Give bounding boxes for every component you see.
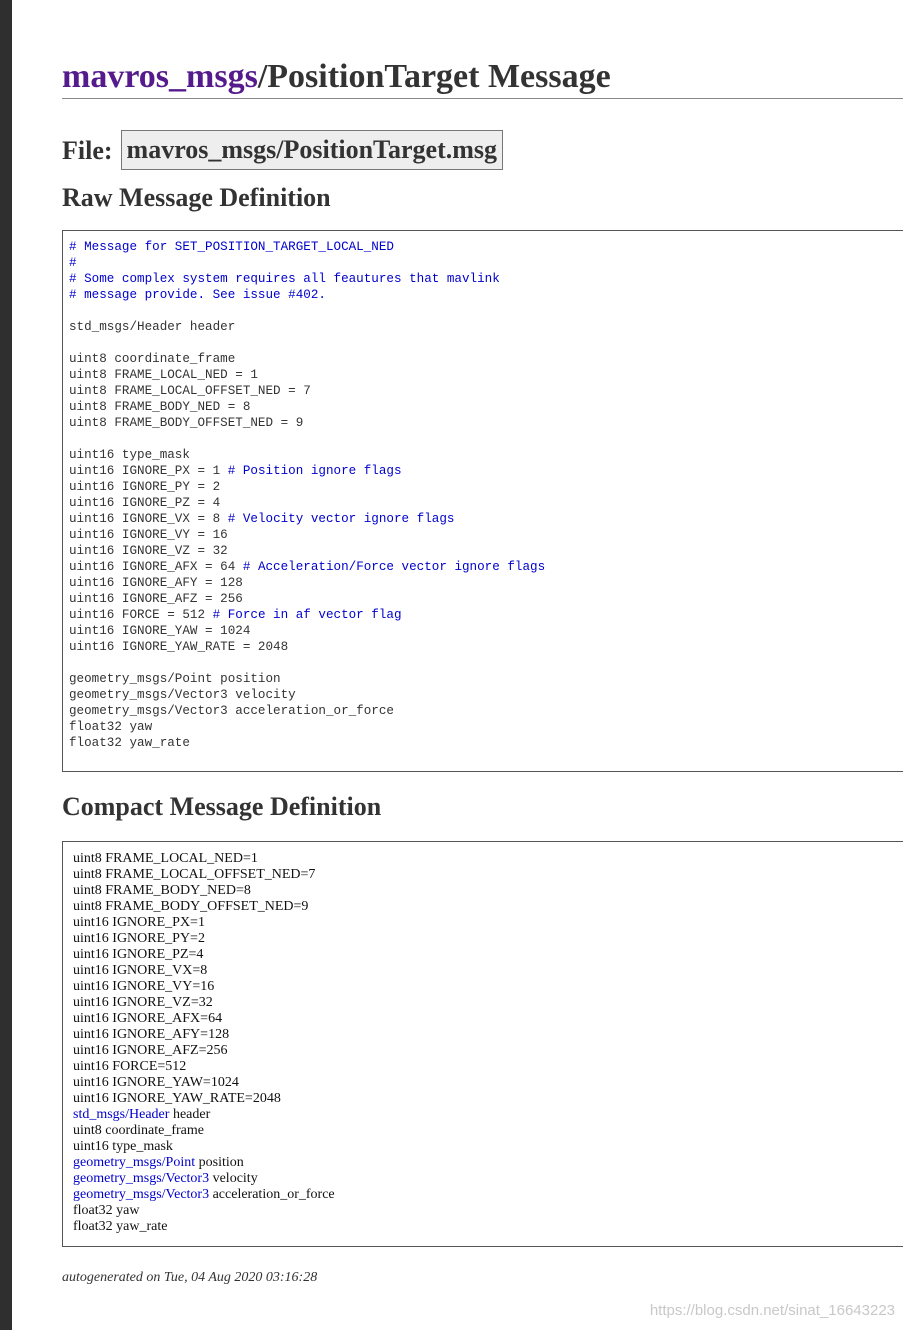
compact-line <box>73 1139 901 1155</box>
raw-line-comment: # Some complex system requires all feautures that mavlink <box>69 272 500 286</box>
raw-line-code: uint8 FRAME_BODY_OFFSET_NED = 9 <box>69 416 304 430</box>
raw-line <box>69 592 243 606</box>
compact-line-text: uint8 FRAME_LOCAL_OFFSET_NED=7 <box>73 867 316 882</box>
raw-line-code: uint16 IGNORE_AFY = 128 <box>69 576 243 590</box>
raw-line <box>69 560 545 574</box>
compact-line <box>73 867 901 883</box>
raw-line <box>69 640 288 654</box>
raw-line-code: uint16 IGNORE_PZ = 4 <box>69 496 221 510</box>
compact-line <box>73 1011 901 1027</box>
raw-line-code: uint8 FRAME_LOCAL_NED = 1 <box>69 368 258 382</box>
compact-line-text: uint16 IGNORE_YAW=1024 <box>73 1075 239 1090</box>
raw-line <box>69 720 152 734</box>
compact-line <box>73 963 901 979</box>
raw-line <box>69 272 500 286</box>
compact-line-text: uint8 FRAME_BODY_OFFSET_NED=9 <box>73 899 309 914</box>
compact-line-text: uint8 FRAME_LOCAL_NED=1 <box>73 851 258 866</box>
page-title <box>62 56 903 99</box>
compact-line-text: uint16 IGNORE_PZ=4 <box>73 947 204 962</box>
left-edge-bar <box>0 0 12 1330</box>
raw-line-code: uint16 IGNORE_VY = 16 <box>69 528 228 542</box>
compact-line <box>73 899 901 915</box>
raw-line-code: uint16 IGNORE_PX = 1 <box>69 464 228 478</box>
raw-line <box>69 496 220 510</box>
raw-line-comment: # message provide. See issue #402. <box>69 288 326 302</box>
file-name-box: mavros_msgs/PositionTarget.msg <box>121 130 504 170</box>
raw-definition-heading: Raw Message Definition <box>62 183 331 212</box>
raw-line <box>69 448 190 462</box>
compact-definition-box <box>62 841 903 1247</box>
raw-line <box>69 400 250 414</box>
compact-type-link[interactable]: std_msgs/Header <box>73 1107 170 1122</box>
compact-line-text: uint16 IGNORE_AFZ=256 <box>73 1043 228 1058</box>
raw-line-code: uint16 IGNORE_VZ = 32 <box>69 544 228 558</box>
compact-line <box>73 1107 901 1123</box>
compact-type-link[interactable]: geometry_msgs/Point <box>73 1155 196 1170</box>
raw-line-code: geometry_msgs/Vector3 velocity <box>69 688 296 702</box>
autogenerated-footer: autogenerated on Tue, 04 Aug 2020 03:16:28 <box>62 1270 318 1285</box>
compact-line <box>73 1171 901 1187</box>
package-link[interactable]: mavros_msgs <box>62 58 258 95</box>
compact-line <box>73 883 901 899</box>
raw-line-comment: # Acceleration/Force vector ignore flags <box>242 560 546 574</box>
compact-definition-heading: Compact Message Definition <box>62 792 382 821</box>
compact-line-text: uint16 IGNORE_PY=2 <box>73 931 205 946</box>
compact-line-text: float32 yaw <box>73 1203 140 1218</box>
raw-line <box>69 320 235 334</box>
compact-line <box>73 1027 901 1043</box>
raw-line <box>69 576 243 590</box>
raw-line <box>69 688 296 702</box>
raw-line-code: uint16 FORCE = 512 <box>69 608 213 622</box>
compact-line-text: header <box>169 1107 211 1122</box>
compact-line-text: float32 yaw_rate <box>73 1219 168 1234</box>
raw-line-code: uint16 IGNORE_AFX = 64 <box>69 560 243 574</box>
compact-line <box>73 1203 901 1219</box>
raw-line <box>69 416 303 430</box>
raw-definition-box <box>62 230 903 772</box>
raw-line-code: uint8 FRAME_LOCAL_OFFSET_NED = 7 <box>69 384 311 398</box>
raw-line-code: geometry_msgs/Vector3 acceleration_or_force <box>69 704 394 718</box>
raw-line <box>69 704 394 718</box>
compact-line-text: acceleration_or_force <box>209 1187 335 1202</box>
compact-line <box>73 1123 901 1139</box>
raw-line-comment: # Velocity vector ignore flags <box>227 512 455 526</box>
file-row <box>62 130 503 172</box>
raw-line-code: uint8 FRAME_BODY_NED = 8 <box>69 400 251 414</box>
compact-line <box>73 1187 901 1203</box>
compact-line-text: uint16 IGNORE_PX=1 <box>73 915 205 930</box>
raw-line-code: uint16 IGNORE_PY = 2 <box>69 480 221 494</box>
raw-line-code: std_msgs/Header header <box>69 320 236 334</box>
raw-line <box>69 672 281 686</box>
compact-line <box>73 979 901 995</box>
raw-line <box>69 352 235 366</box>
compact-line-text: uint16 IGNORE_VY=16 <box>73 979 215 994</box>
raw-definition-code <box>69 239 903 751</box>
raw-line <box>69 608 402 622</box>
raw-line <box>69 384 311 398</box>
compact-line-text: uint16 IGNORE_VX=8 <box>73 963 208 978</box>
raw-line <box>69 256 77 270</box>
raw-line <box>69 736 190 750</box>
raw-line <box>69 480 220 494</box>
raw-line-code: uint16 type_mask <box>69 448 190 462</box>
raw-line-code: uint16 IGNORE_YAW_RATE = 2048 <box>69 640 289 654</box>
raw-line-code: uint16 IGNORE_AFZ = 256 <box>69 592 243 606</box>
raw-line <box>69 544 228 558</box>
raw-line-comment: # Message for SET_POSITION_TARGET_LOCAL_NED <box>69 240 394 254</box>
raw-line <box>69 464 402 478</box>
compact-line-text: position <box>195 1155 244 1170</box>
compact-type-link[interactable]: geometry_msgs/Vector3 <box>73 1187 210 1202</box>
compact-line <box>73 851 901 867</box>
compact-line-text: uint8 coordinate_frame <box>73 1123 205 1138</box>
raw-line <box>69 368 258 382</box>
compact-line-text: uint16 IGNORE_VZ=32 <box>73 995 213 1010</box>
raw-line-code: geometry_msgs/Point position <box>69 672 281 686</box>
raw-line-code: uint16 IGNORE_VX = 8 <box>69 512 228 526</box>
raw-line-comment: # Force in af vector flag <box>212 608 402 622</box>
compact-line <box>73 1091 901 1107</box>
compact-line-text: uint8 FRAME_BODY_NED=8 <box>73 883 251 898</box>
compact-line-text: velocity <box>209 1171 258 1186</box>
compact-line-text: uint16 IGNORE_AFX=64 <box>73 1011 223 1026</box>
page-title-rest: /PositionTarget Message <box>257 58 611 95</box>
compact-line <box>73 995 901 1011</box>
compact-line <box>73 915 901 931</box>
file-label: File: <box>62 136 113 165</box>
raw-line <box>69 512 454 526</box>
compact-line-text: uint16 IGNORE_AFY=128 <box>73 1027 230 1042</box>
compact-line-text: uint16 type_mask <box>73 1139 173 1154</box>
raw-line-code: uint16 IGNORE_YAW = 1024 <box>69 624 251 638</box>
compact-line <box>73 1059 901 1075</box>
raw-line <box>69 624 250 638</box>
raw-line-code: uint8 coordinate_frame <box>69 352 236 366</box>
compact-line <box>73 947 901 963</box>
compact-line <box>73 931 901 947</box>
compact-line <box>73 1043 901 1059</box>
raw-line-comment: # Position ignore flags <box>227 464 402 478</box>
compact-line-text: uint16 IGNORE_YAW_RATE=2048 <box>73 1091 281 1106</box>
raw-line <box>69 528 228 542</box>
compact-line-text: uint16 FORCE=512 <box>73 1059 187 1074</box>
watermark: https://blog.csdn.net/sinat_16643223 <box>649 1302 895 1319</box>
raw-line <box>69 288 326 302</box>
compact-line <box>73 1155 901 1171</box>
compact-line <box>73 1219 901 1235</box>
compact-type-link[interactable]: geometry_msgs/Vector3 <box>73 1171 210 1186</box>
raw-line-code: float32 yaw_rate <box>69 736 190 750</box>
raw-line <box>69 240 394 254</box>
compact-line <box>73 1075 901 1091</box>
raw-line-comment: # <box>69 256 77 270</box>
raw-line-code: float32 yaw <box>69 720 153 734</box>
